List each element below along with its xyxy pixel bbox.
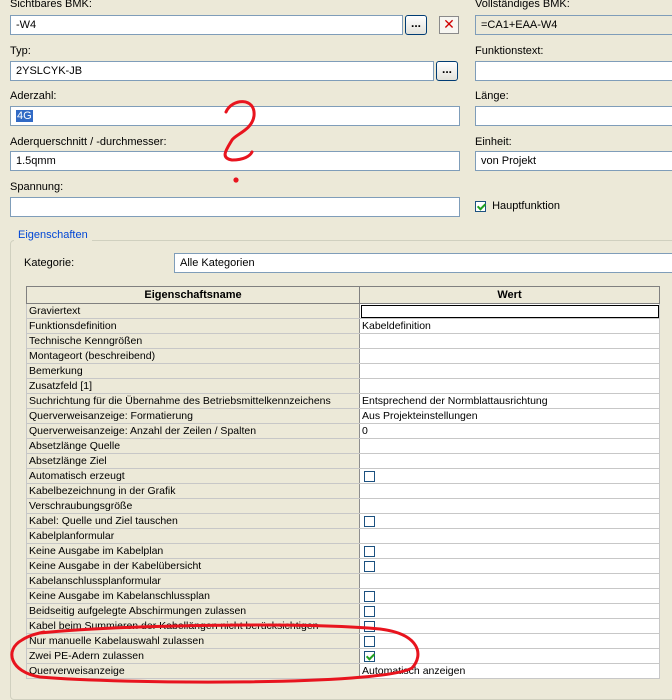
property-value-cell[interactable] — [360, 544, 660, 559]
sichtbares-bmk-label: Sichtbares BMK: — [10, 0, 92, 10]
checkbox-unchecked[interactable] — [364, 546, 375, 557]
property-name-cell: Keine Ausgabe im Kabelanschlussplan — [27, 589, 360, 604]
checkbox-unchecked[interactable] — [364, 636, 375, 647]
property-value-cell[interactable] — [360, 469, 660, 484]
table-row[interactable] — [27, 454, 660, 469]
property-value-cell[interactable] — [360, 649, 660, 664]
table-row[interactable] — [27, 664, 660, 679]
property-value-cell[interactable] — [360, 559, 660, 574]
property-name-cell: Keine Ausgabe in der Kabelübersicht — [27, 559, 360, 574]
table-row[interactable] — [27, 439, 660, 454]
kategorie-label: Kategorie: — [24, 257, 75, 269]
table-row[interactable] — [27, 574, 660, 589]
aderzahl-label: Aderzahl: — [10, 90, 57, 102]
property-name-cell: Absetzlänge Quelle — [27, 439, 360, 454]
property-value-cell[interactable] — [360, 604, 660, 619]
property-name-cell: Zwei PE-Adern zulassen — [27, 649, 360, 664]
property-name-cell: Verschraubungsgröße — [27, 499, 360, 514]
checkbox-unchecked[interactable] — [364, 516, 375, 527]
question-mark-dot — [233, 177, 238, 182]
property-name-cell: Technische Kenngrößen — [27, 334, 360, 349]
hauptfunktion-label: Hauptfunktion — [492, 200, 560, 213]
sichtbares-bmk-input[interactable]: -W4 — [10, 15, 403, 35]
spannung-input[interactable] — [10, 197, 460, 217]
vollstaendiges-bmk-field: =CA1+EAA-W4 — [475, 15, 672, 35]
table-row[interactable] — [27, 514, 660, 529]
property-value-cell[interactable]: Automatisch anzeigen — [360, 664, 660, 679]
column-header-value[interactable]: Wert — [360, 287, 660, 304]
property-name-cell: Querverweisanzeige — [27, 664, 360, 679]
table-row[interactable] — [27, 349, 660, 364]
sichtbares-bmk-browse-button[interactable]: ... — [405, 15, 427, 35]
property-value-cell[interactable] — [360, 379, 660, 394]
vollstaendiges-bmk-label: Vollständiges BMK: — [475, 0, 570, 10]
table-row[interactable] — [27, 529, 660, 544]
eigenschaften-group-title: Eigenschaften — [14, 229, 92, 241]
table-row[interactable] — [27, 649, 660, 664]
property-value-cell[interactable] — [360, 499, 660, 514]
property-name-cell: Kabelanschlussplanformular — [27, 574, 360, 589]
table-row[interactable] — [27, 604, 660, 619]
property-name-cell: Suchrichtung für die Übernahme des Betriebsmittelkennzeichens — [27, 394, 360, 409]
checkbox-unchecked[interactable] — [364, 471, 375, 482]
property-value-cell[interactable] — [360, 439, 660, 454]
table-row[interactable] — [27, 469, 660, 484]
spannung-label: Spannung: — [10, 181, 64, 193]
property-name-cell: Kabelplanformular — [27, 529, 360, 544]
table-row[interactable] — [27, 319, 660, 334]
column-header-name[interactable]: Eigenschaftsname — [27, 287, 360, 304]
funktionstext-label: Funktionstext: — [475, 45, 544, 57]
properties-table-body — [27, 304, 660, 679]
checkmark-icon — [475, 201, 486, 212]
checkbox-checked[interactable] — [364, 651, 375, 662]
property-name-cell: Keine Ausgabe im Kabelplan — [27, 544, 360, 559]
property-name-cell: Beidseitig aufgelegte Abschirmungen zulassen — [27, 604, 360, 619]
property-name-cell: Zusatzfeld [1] — [27, 379, 360, 394]
property-name-cell: Querverweisanzeige: Anzahl der Zeilen / Spalten — [27, 424, 360, 439]
property-value-cell[interactable] — [360, 304, 660, 319]
property-value-cell[interactable]: Entsprechend der Normblattausrichtung — [360, 394, 660, 409]
table-row[interactable] — [27, 619, 660, 634]
table-row[interactable] — [27, 364, 660, 379]
checkbox-unchecked[interactable] — [364, 591, 375, 602]
property-value-cell[interactable]: 0 — [360, 424, 660, 439]
table-row[interactable] — [27, 409, 660, 424]
aderquerschnitt-label: Aderquerschnitt / -durchmesser: — [10, 136, 167, 148]
table-row[interactable] — [27, 559, 660, 574]
aderzahl-value: 4G — [17, 110, 32, 122]
aderzahl-input[interactable] — [10, 106, 460, 126]
table-row[interactable] — [27, 589, 660, 604]
table-row[interactable] — [27, 304, 660, 319]
table-row[interactable] — [27, 379, 660, 394]
aderquerschnitt-input[interactable]: 1.5qmm — [10, 151, 460, 171]
typ-input[interactable]: 2YSLCYK-JB — [10, 61, 434, 81]
typ-label: Typ: — [10, 45, 31, 57]
laenge-input[interactable] — [475, 106, 672, 126]
property-value-cell[interactable] — [360, 364, 660, 379]
table-row[interactable] — [27, 499, 660, 514]
property-name-cell: Querverweisanzeige: Formatierung — [27, 409, 360, 424]
property-value-cell[interactable]: Kabeldefinition — [360, 319, 660, 334]
property-name-cell: Nur manuelle Kabelauswahl zulassen — [27, 634, 360, 649]
checkbox-unchecked[interactable] — [364, 606, 375, 617]
kategorie-select[interactable]: Alle Kategorien — [174, 253, 672, 273]
funktionstext-input[interactable] — [475, 61, 672, 81]
property-value-cell[interactable] — [360, 634, 660, 649]
table-row[interactable] — [27, 634, 660, 649]
table-row[interactable] — [27, 424, 660, 439]
property-value-cell[interactable] — [360, 484, 660, 499]
einheit-select[interactable]: von Projekt — [475, 151, 672, 171]
property-value-cell[interactable] — [360, 334, 660, 349]
table-row[interactable] — [27, 394, 660, 409]
property-name-cell: Bemerkung — [27, 364, 360, 379]
property-name-cell: Kabel: Quelle und Ziel tauschen — [27, 514, 360, 529]
property-name-cell: Kabel beim Summieren der Kabellängen nicht berücksichtigen — [27, 619, 360, 634]
property-value-cell[interactable] — [360, 619, 660, 634]
properties-table — [26, 286, 660, 679]
checkbox-unchecked[interactable] — [364, 561, 375, 572]
property-name-cell: Kabelbezeichnung in der Grafik — [27, 484, 360, 499]
property-value-cell[interactable]: Aus Projekteinstellungen — [360, 409, 660, 424]
checkbox-unchecked[interactable] — [364, 621, 375, 632]
laenge-label: Länge: — [475, 90, 509, 102]
property-value-cell[interactable] — [360, 529, 660, 544]
property-value-cell[interactable] — [360, 514, 660, 529]
hauptfunktion-checkbox[interactable] — [475, 200, 560, 212]
property-name-cell: Automatisch erzeugt — [27, 469, 360, 484]
property-name-cell: Graviertext — [27, 304, 360, 319]
property-name-cell: Montageort (beschreibend) — [27, 349, 360, 364]
typ-browse-button[interactable]: ... — [436, 61, 458, 81]
einheit-label: Einheit: — [475, 136, 512, 148]
property-name-cell: Funktionsdefinition — [27, 319, 360, 334]
property-value-cell[interactable] — [360, 349, 660, 364]
property-value-cell[interactable] — [360, 589, 660, 604]
property-value-cell[interactable] — [360, 574, 660, 589]
delete-icon[interactable]: ✕ — [439, 16, 459, 34]
table-row[interactable] — [27, 544, 660, 559]
property-name-cell: Absetzlänge Ziel — [27, 454, 360, 469]
property-value-cell[interactable] — [360, 454, 660, 469]
table-row[interactable] — [27, 334, 660, 349]
table-row[interactable] — [27, 484, 660, 499]
